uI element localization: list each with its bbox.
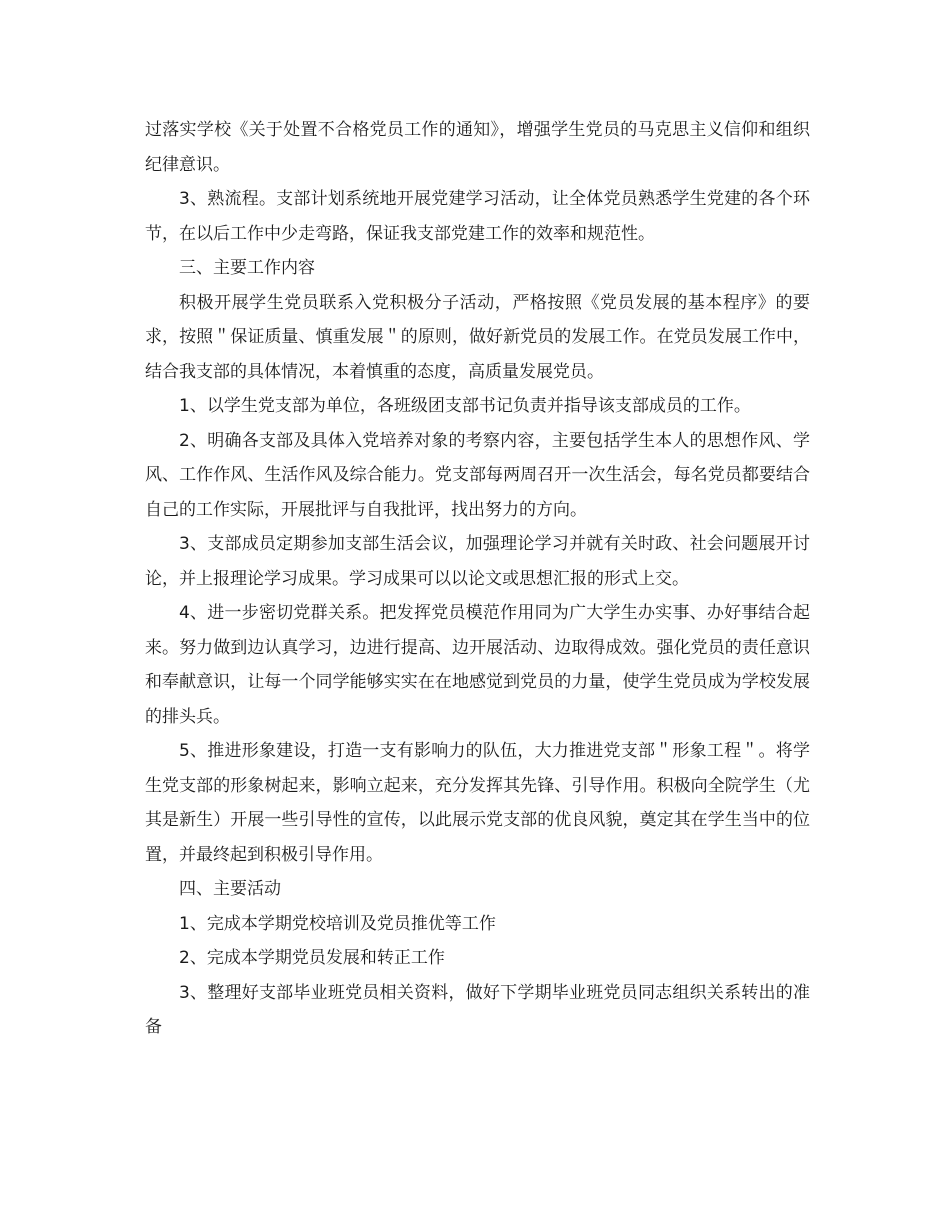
paragraph-item-4-relations: 4、进一步密切党群关系。把发挥党员模范作用同为广大学生办实事、办好事结合起来。努力做到边认真学习，边进行提高、边开展活动、边取得成效。强化党员的责任意识和奉献意识，让每一个同学能够实实在在地感觉到党员的力量，使学生党员成为学校发展的排头兵。 <box>145 603 810 727</box>
paragraph-item-2-review-content: 2、明确各支部及具体入党培养对象的考察内容，主要包括学生本人的思想作风、学风、工作作风、生活作风及综合能力。党支部每两周召开一次生活会，每名党员都要结合自己的工作实际，开展批评与自我批评，找出努力的方向。 <box>145 430 810 520</box>
section-heading-main-work: 三、主要工作内容 <box>179 258 315 278</box>
paragraph-item-3-meetings: 3、支部成员定期参加支部生活会议，加强理论学习并就有关时政、社会问题展开讨论，并上报理论学习成果。学习成果可以以论文或思想汇报的形式上交。 <box>145 534 810 589</box>
section-heading-main-activities: 四、主要活动 <box>179 879 281 899</box>
paragraph-item-3-process: 3、熟流程。支部计划系统地开展党建学习活动，让全体党员熟悉学生党建的各个环节，在以后工作中少走弯路，保证我支部党建工作的效率和规范性。 <box>145 189 810 244</box>
paragraph-continuation: 过落实学校《关于处置不合格党员工作的通知》，增强学生党员的马克思主义信仰和组织纪律意识。 <box>145 120 810 175</box>
activity-item-1: 1、完成本学期党校培训及党员推优等工作 <box>179 913 496 934</box>
activity-item-3: 3、整理好支部毕业班党员相关资料，做好下学期毕业班党员同志组织关系转出的准备 <box>145 982 810 1037</box>
paragraph-item-1-branch-unit: 1、以学生党支部为单位，各班级团支部书记负责并指导该支部成员的工作。 <box>179 396 751 416</box>
paragraph-item-5-image: 5、推进形象建设，打造一支有影响力的队伍，大力推进党支部＂形象工程＂。将学生党支部的形象树起来，影响立起来，充分发挥其先锋、引导作用。积极向全院学生（尤其是新生）开展一些引导性的宣传，以此展示党支部的优良风貌，奠定其在学生当中的位置，并最终起到积极引导作用。 <box>145 741 810 865</box>
paragraph-main-work-intro: 积极开展学生党员联系入党积极分子活动，严格按照《党员发展的基本程序》的要求，按照＂保证质量、慎重发展＂的原则，做好新党员的发展工作。在党员发展工作中，结合我支部的具体情况，本着慎重的态度，高质量发展党员。 <box>145 292 810 382</box>
activity-item-2: 2、完成本学期党员发展和转正工作 <box>179 948 445 968</box>
document-body <box>145 113 810 1045</box>
